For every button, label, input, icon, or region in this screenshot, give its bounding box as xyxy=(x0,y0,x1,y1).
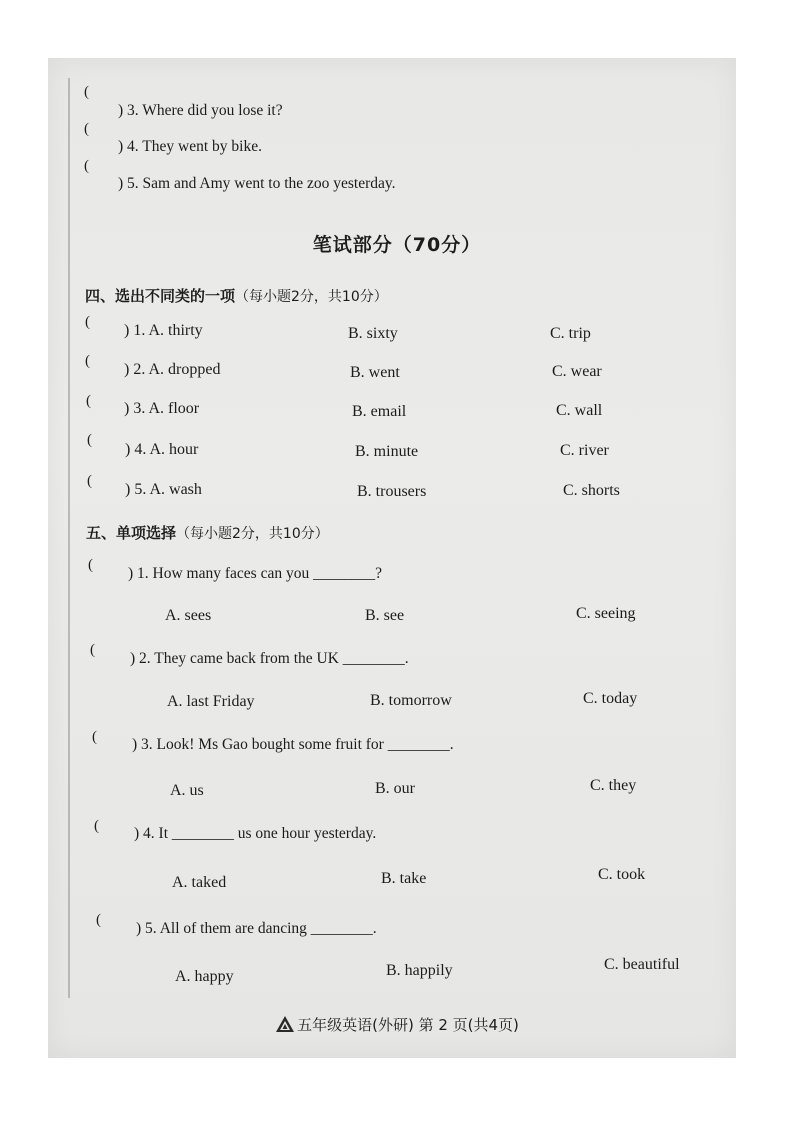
page-footer xyxy=(0,1014,794,1037)
s4-q2-option-c: C. wear xyxy=(552,363,602,380)
s5-q1-option-c: C. seeing xyxy=(576,605,636,622)
s4-q2-option-b: B. went xyxy=(350,364,400,381)
answer-paren: ( xyxy=(88,557,93,573)
s5-q2-option-b: B. tomorrow xyxy=(370,692,452,709)
s4-q3-option-c: C. wall xyxy=(556,402,603,419)
s5-q5: ) 5. All of them are dancing ________. xyxy=(136,920,377,937)
answer-paren: ( xyxy=(87,432,92,448)
s4-q1-option-b: B. sixty xyxy=(348,325,398,342)
answer-paren: ( xyxy=(85,353,90,369)
listening-item-5: ) 5. Sam and Amy went to the zoo yesterday. xyxy=(118,175,396,192)
answer-paren: ( xyxy=(96,912,101,928)
s5-q2: ) 2. They came back from the UK ________. xyxy=(130,650,409,667)
answer-paren: ( xyxy=(90,642,95,658)
s4-q4-option-c: C. river xyxy=(560,442,609,459)
s5-q3: ) 3. Look! Ms Gao bought some fruit for ________. xyxy=(132,736,454,753)
s5-q3-option-c: C. they xyxy=(590,777,637,794)
answer-paren: ( xyxy=(92,729,97,745)
s5-q1-option-a: A. sees xyxy=(165,607,212,624)
answer-paren: ( xyxy=(87,473,92,489)
s5-q5-option-a: A. happy xyxy=(175,968,234,985)
s5-q1: ) 1. How many faces can you ________? xyxy=(128,565,382,582)
s4-q4-option-b: B. minute xyxy=(355,443,419,460)
s5-q3-option-a: A. us xyxy=(170,782,204,799)
section5-heading: 五、单项选择（每小题2分，共10分） xyxy=(86,524,329,542)
exam-paper xyxy=(48,58,736,1058)
answer-paren: ( xyxy=(84,158,89,174)
s5-q1-option-b: B. see xyxy=(365,607,405,624)
publisher-logo-icon xyxy=(275,1015,295,1037)
answer-paren: ( xyxy=(86,393,91,409)
s5-q4-option-c: C. took xyxy=(598,866,646,883)
listening-item-4: ) 4. They went by bike. xyxy=(118,138,262,155)
footer-text: 五年级英语(外研) 第 2 页(共4页) xyxy=(297,1016,519,1034)
listening-item-3: ) 3. Where did you lose it? xyxy=(118,102,283,119)
s5-q5-option-b: B. happily xyxy=(386,962,453,979)
s5-q5-option-c: C. beautiful xyxy=(604,956,680,973)
s4-q3-option-b: B. email xyxy=(352,403,407,420)
s4-q1-option-c: C. trip xyxy=(550,325,591,342)
s5-q4-option-a: A. taked xyxy=(172,874,227,891)
s4-q5: ) 5. A. wash xyxy=(125,481,202,498)
s4-q5-option-c: C. shorts xyxy=(563,482,620,499)
s5-q3-option-b: B. our xyxy=(375,780,415,797)
answer-paren: ( xyxy=(84,84,89,100)
answer-paren: ( xyxy=(84,121,89,137)
answer-paren: ( xyxy=(85,314,90,330)
s5-q2-option-a: A. last Friday xyxy=(167,693,255,710)
s4-q1: ) 1. A. thirty xyxy=(124,322,203,339)
written-part-title: 笔试部分（70分） xyxy=(312,234,482,256)
s4-q4: ) 4. A. hour xyxy=(125,441,199,458)
section4-heading: 四、选出不同类的一项（每小题2分，共10分） xyxy=(85,287,388,305)
margin-line xyxy=(68,78,70,998)
s4-q3: ) 3. A. floor xyxy=(124,400,200,417)
answer-paren: ( xyxy=(94,818,99,834)
s5-q2-option-c: C. today xyxy=(583,690,638,707)
s5-q4: ) 4. It ________ us one hour yesterday. xyxy=(134,825,377,842)
s4-q5-option-b: B. trousers xyxy=(357,483,427,500)
s4-q2: ) 2. A. dropped xyxy=(124,361,221,378)
s5-q4-option-b: B. take xyxy=(381,870,427,887)
